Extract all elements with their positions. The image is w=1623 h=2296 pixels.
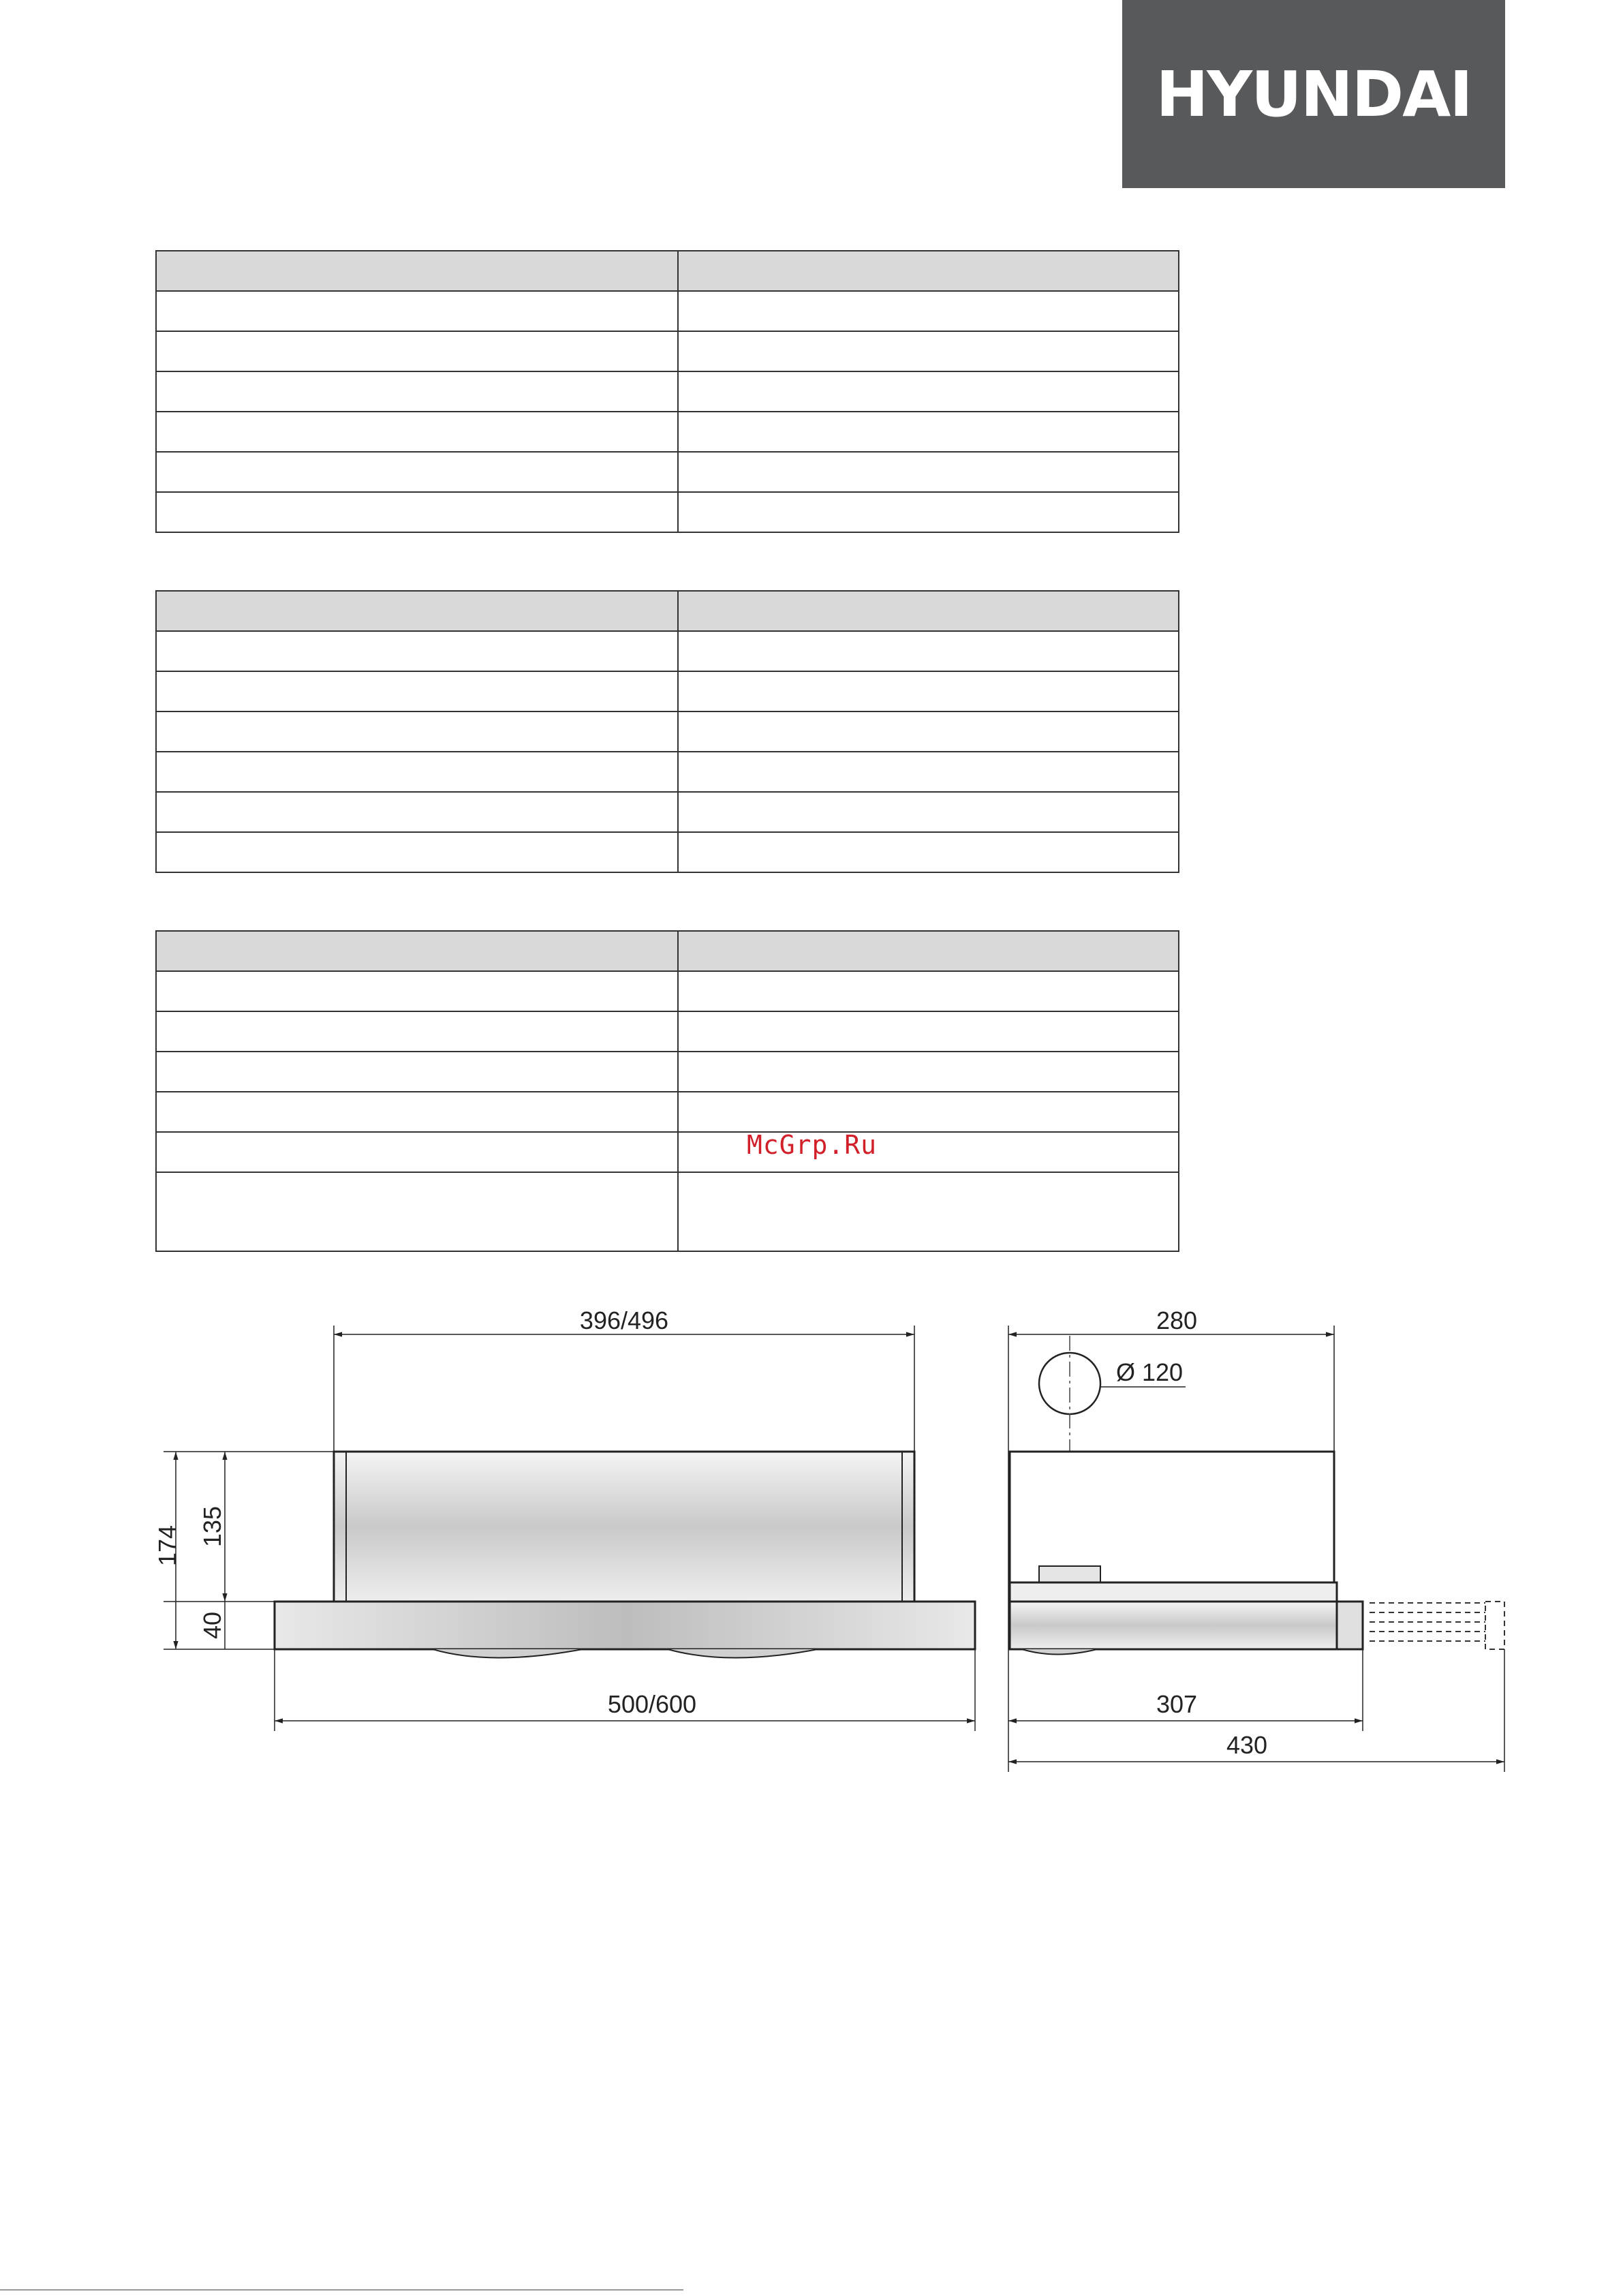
dim-height-total: 174 xyxy=(153,1525,181,1567)
lamp-left xyxy=(433,1649,583,1658)
hood-body xyxy=(334,1452,914,1602)
table-row xyxy=(156,1132,1179,1172)
extension-dashed xyxy=(1370,1602,1504,1649)
table-row xyxy=(156,452,1179,492)
dim-height-panel: 40 xyxy=(198,1611,226,1640)
dim-duct-diameter: Ø 120 xyxy=(1116,1358,1184,1386)
spec-table-2 xyxy=(155,590,1179,873)
front-view xyxy=(153,1306,975,1731)
footer-divider xyxy=(0,2289,683,2291)
table-row xyxy=(156,1052,1179,1092)
hood-front-panel xyxy=(275,1602,975,1649)
table-row xyxy=(156,752,1179,792)
dim-height-body: 135 xyxy=(198,1505,226,1548)
table-row xyxy=(156,331,1179,371)
table-row xyxy=(156,971,1179,1011)
lamp-right xyxy=(668,1649,818,1658)
table-row xyxy=(156,492,1179,532)
table-row xyxy=(156,291,1179,331)
dim-depth-extended: 430 xyxy=(1226,1731,1268,1759)
dim-width-bottom: 500/600 xyxy=(607,1690,697,1718)
spec-table-1 xyxy=(155,250,1179,533)
table-row xyxy=(156,1172,1179,1251)
table-header-row xyxy=(156,251,1179,291)
hyundai-logo xyxy=(1122,0,1505,188)
table-row xyxy=(156,631,1179,671)
table-header-row xyxy=(156,591,1179,631)
logo-text: HYUNDAI xyxy=(1156,57,1472,131)
table-header-row xyxy=(156,931,1179,971)
table-row xyxy=(156,412,1179,452)
dimension-drawing xyxy=(0,1281,1623,1799)
table-row xyxy=(156,671,1179,711)
dim-depth-bottom: 307 xyxy=(1156,1690,1198,1718)
spec-table-3 xyxy=(155,930,1179,1252)
table-row xyxy=(156,792,1179,832)
side-body xyxy=(1010,1452,1334,1582)
table-row xyxy=(156,1011,1179,1052)
watermark: McGrp.Ru xyxy=(747,1130,878,1160)
side-view xyxy=(1008,1306,1504,1772)
table-row xyxy=(156,711,1179,752)
table-row xyxy=(156,371,1179,412)
table-row xyxy=(156,1092,1179,1132)
table-row xyxy=(156,832,1179,872)
dim-width-top: 396/496 xyxy=(579,1306,669,1334)
dim-depth-top: 280 xyxy=(1156,1306,1198,1334)
side-panel xyxy=(1010,1602,1337,1649)
